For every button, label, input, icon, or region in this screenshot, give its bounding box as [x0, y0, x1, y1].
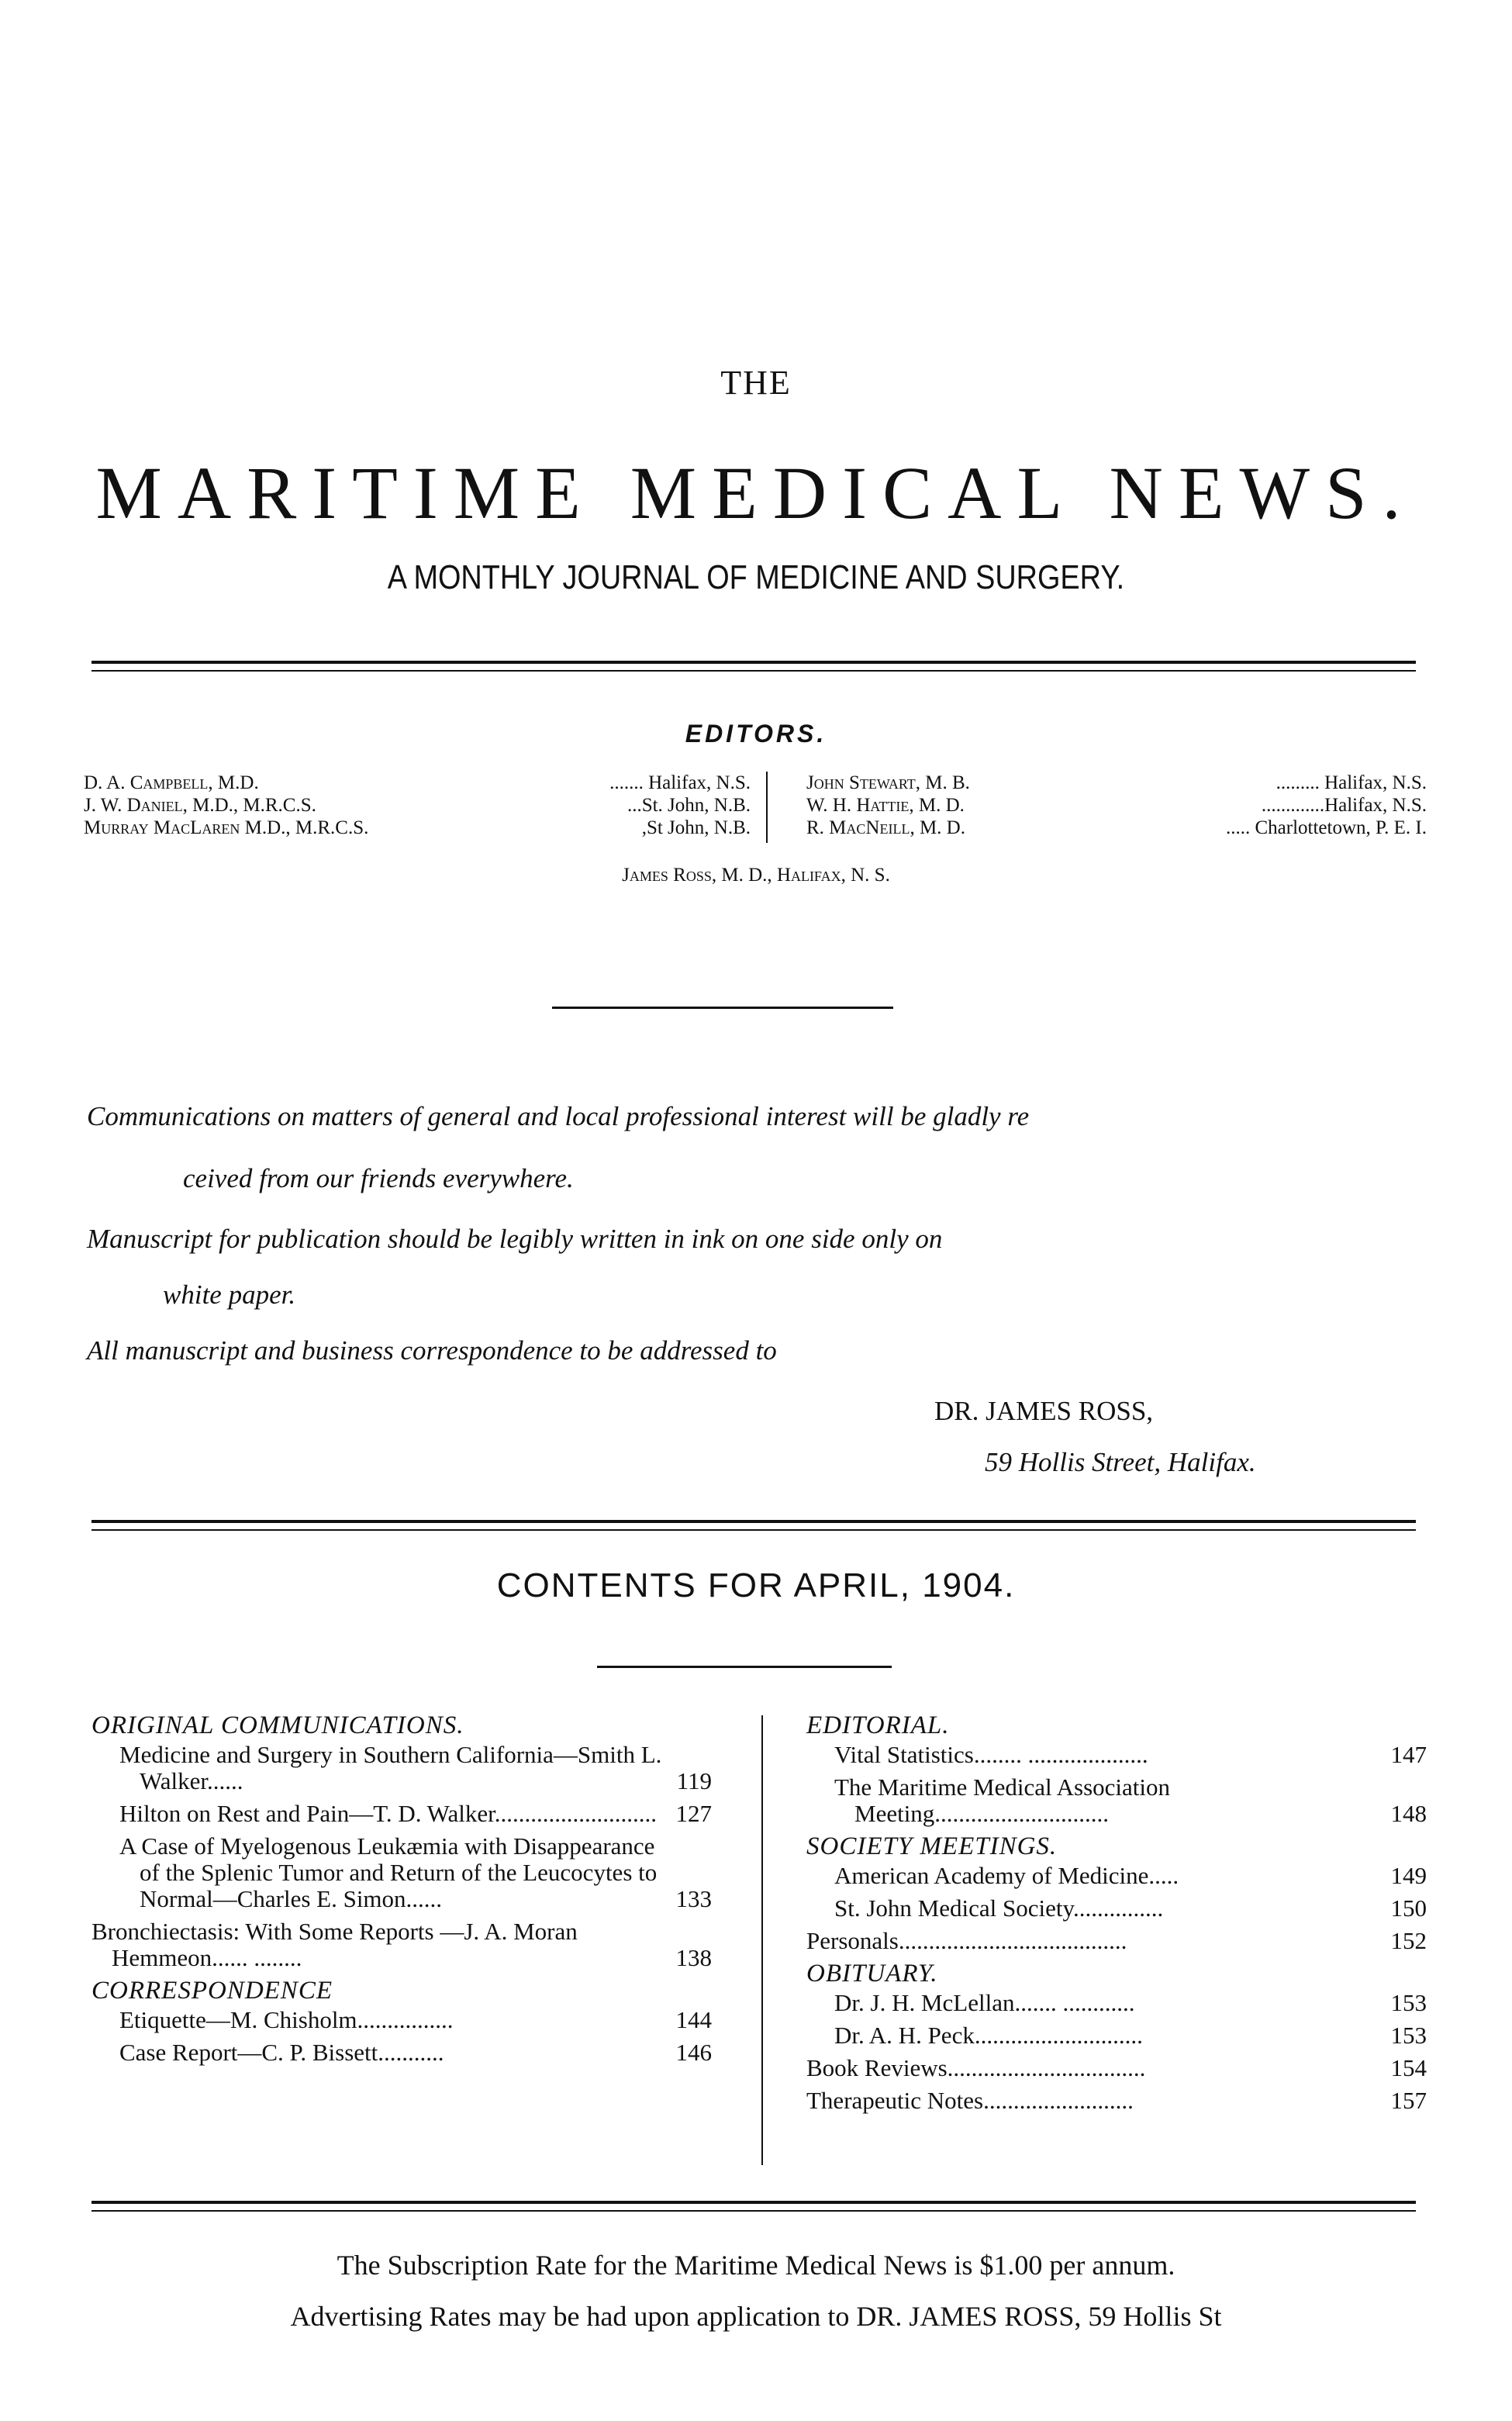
toc-entry[interactable]: [806, 1990, 1427, 2016]
toc-entry-title: Dr. J. H. McLellan....... ............: [834, 1989, 1135, 2016]
toc-entry-page: 157: [1390, 2087, 1427, 2114]
toc-entry-title: Book Reviews.................................: [806, 2054, 1146, 2081]
section-heading: CORRESPONDENCE: [91, 1977, 333, 2005]
editor-name: R. MacNeill, M. D.: [806, 817, 965, 838]
toc-entry[interactable]: [91, 1918, 712, 1971]
editor-name: John Stewart, M. B.: [806, 772, 970, 793]
double-rule-top: [91, 661, 1416, 672]
editor-entry: [84, 794, 751, 817]
notice-line-4: white paper.: [163, 1280, 296, 1310]
addressee-street: 59 Hollis Street, Halifax.: [985, 1447, 1256, 1477]
toc-entry-page: 153: [1390, 1989, 1427, 2016]
addressee-name: DR. JAMES ROSS,: [934, 1396, 1154, 1426]
editors-heading: EDITORS.: [685, 720, 827, 748]
toc-entry-title: Therapeutic Notes.........................: [806, 2087, 1134, 2114]
editors-left-column: [84, 772, 751, 839]
toc-entry-page: 133: [675, 1885, 712, 1912]
contents-divider: [761, 1715, 763, 2165]
toc-entry[interactable]: [806, 2022, 1427, 2049]
editor-place: ......... Halifax, N.S.: [1276, 772, 1427, 793]
toc-entry[interactable]: [806, 1895, 1427, 1922]
toc-entry-page: 150: [1390, 1894, 1427, 1922]
toc-entry-page: 154: [1390, 2054, 1427, 2081]
section-heading: OBITUARY.: [806, 1960, 938, 1988]
toc-entry-title: Etiquette—M. Chisholm................: [119, 2006, 454, 2033]
toc-entry[interactable]: [806, 2088, 1427, 2114]
toc-entry-page: 149: [1390, 1862, 1427, 1889]
contents-left-column: [91, 1712, 712, 2072]
toc-entry-title: The Maritime Medical Association Meeting.............................: [834, 1773, 1171, 1827]
editor-place: ....... Halifax, N.S.: [609, 772, 751, 793]
section-heading: EDITORIAL.: [806, 1711, 950, 1739]
editor-place: ,St John, N.B.: [641, 817, 751, 838]
toc-entry-page: 127: [675, 1800, 712, 1827]
toc-entry[interactable]: [806, 1774, 1427, 1827]
contents-short-rule: [597, 1666, 892, 1668]
subscription-rate-line: The Subscription Rate for the Maritime Medical News is $1.00 per annum.: [337, 2250, 1175, 2281]
toc-entry-title: Case Report—C. P. Bissett...........: [119, 2039, 444, 2066]
editor-name: Murray MacLaren M.D., M.R.C.S.: [84, 817, 369, 838]
contents-right-column: [806, 1712, 1427, 2120]
notice-line-1: Communications on matters of general and local professional interest will be gladly re: [87, 1101, 1030, 1131]
toc-entry[interactable]: [91, 1801, 712, 1827]
toc-entry-title: American Academy of Medicine.....: [834, 1862, 1179, 1889]
editor-place: ...St. John, N.B.: [627, 795, 751, 816]
toc-entry-page: 119: [676, 1767, 712, 1794]
toc-entry[interactable]: [91, 1833, 712, 1912]
notice-line-5: All manuscript and business correspondence to be addressed to: [87, 1335, 777, 1366]
editor-name: D. A. Campbell, M.D.: [84, 772, 259, 793]
advertising-rates-line: Advertising Rates may be had upon application to DR. JAMES ROSS, 59 Hollis St: [290, 2301, 1222, 2332]
editor-bottom-line: James Ross, M. D., Halifax, N. S.: [622, 865, 890, 886]
editor-entry: [84, 772, 751, 794]
editor-entry: [806, 817, 1427, 839]
editor-entry: [806, 794, 1427, 817]
double-rule-middle: [91, 1520, 1416, 1531]
toc-entry[interactable]: [806, 1863, 1427, 1889]
notice-line-3: Manuscript for publication should be legibly written in ink on one side only on: [87, 1224, 943, 1254]
toc-entry-title: Personals......................................: [806, 1927, 1127, 1954]
editor-entry: [84, 817, 751, 839]
contents-heading: CONTENTS FOR APRIL, 1904.: [496, 1566, 1016, 1604]
editors-divider: [766, 772, 768, 843]
toc-entry-page: 146: [675, 2039, 712, 2066]
editor-name: W. H. Hattie, M. D.: [806, 795, 965, 816]
pre-title: THE: [720, 364, 792, 402]
editor-name: J. W. Daniel, M.D., M.R.C.S.: [84, 795, 316, 816]
toc-entry[interactable]: [806, 2055, 1427, 2081]
notice-line-2: ceived from our friends everywhere.: [183, 1163, 574, 1193]
toc-entry-title: Medicine and Surgery in Southern California—Smith L. Walker......: [119, 1741, 662, 1794]
editor-place: .............Halifax, N.S.: [1261, 795, 1427, 816]
toc-entry-page: 148: [1390, 1800, 1427, 1827]
toc-entry[interactable]: [91, 1742, 712, 1794]
toc-entry-page: 152: [1390, 1927, 1427, 1954]
toc-entry[interactable]: [91, 2039, 712, 2066]
double-rule-bottom: [91, 2201, 1416, 2212]
toc-entry-title: Bronchiectasis: With Some Reports —J. A. Moran Hemmeon...... ........: [91, 1918, 578, 1971]
toc-entry-title: A Case of Myelogenous Leukæmia with Disappearance of the Splenic Tumor and Return of the Leucocytes to Normal—Charles E. Simon......: [119, 1832, 658, 1912]
toc-entry-title: Dr. A. H. Peck............................: [834, 2022, 1143, 2049]
toc-entry-title: Vital Statistics........ ....................: [834, 1741, 1148, 1768]
editor-place: ..... Charlottetown, P. E. I.: [1225, 817, 1427, 838]
journal-title: MARITIME MEDICAL NEWS.: [95, 451, 1417, 534]
toc-entry[interactable]: [806, 1742, 1427, 1768]
toc-entry[interactable]: [806, 1928, 1427, 1954]
editors-right-column: [806, 772, 1427, 839]
toc-entry-title: St. John Medical Society...............: [834, 1894, 1164, 1922]
short-rule: [552, 1007, 893, 1009]
toc-entry-page: 144: [675, 2006, 712, 2033]
toc-entry-page: 153: [1390, 2022, 1427, 2049]
section-heading: ORIGINAL COMMUNICATIONS.: [91, 1711, 464, 1739]
journal-subtitle: A MONTHLY JOURNAL OF MEDICINE AND SURGERY.: [387, 558, 1125, 596]
toc-entry-page: 147: [1390, 1741, 1427, 1768]
toc-entry-title: Hilton on Rest and Pain—T. D. Walker...........................: [119, 1800, 657, 1827]
editor-entry: [806, 772, 1427, 794]
toc-entry[interactable]: [91, 2007, 712, 2033]
section-heading: SOCIETY MEETINGS.: [806, 1832, 1058, 1860]
toc-entry-page: 138: [675, 1944, 712, 1971]
